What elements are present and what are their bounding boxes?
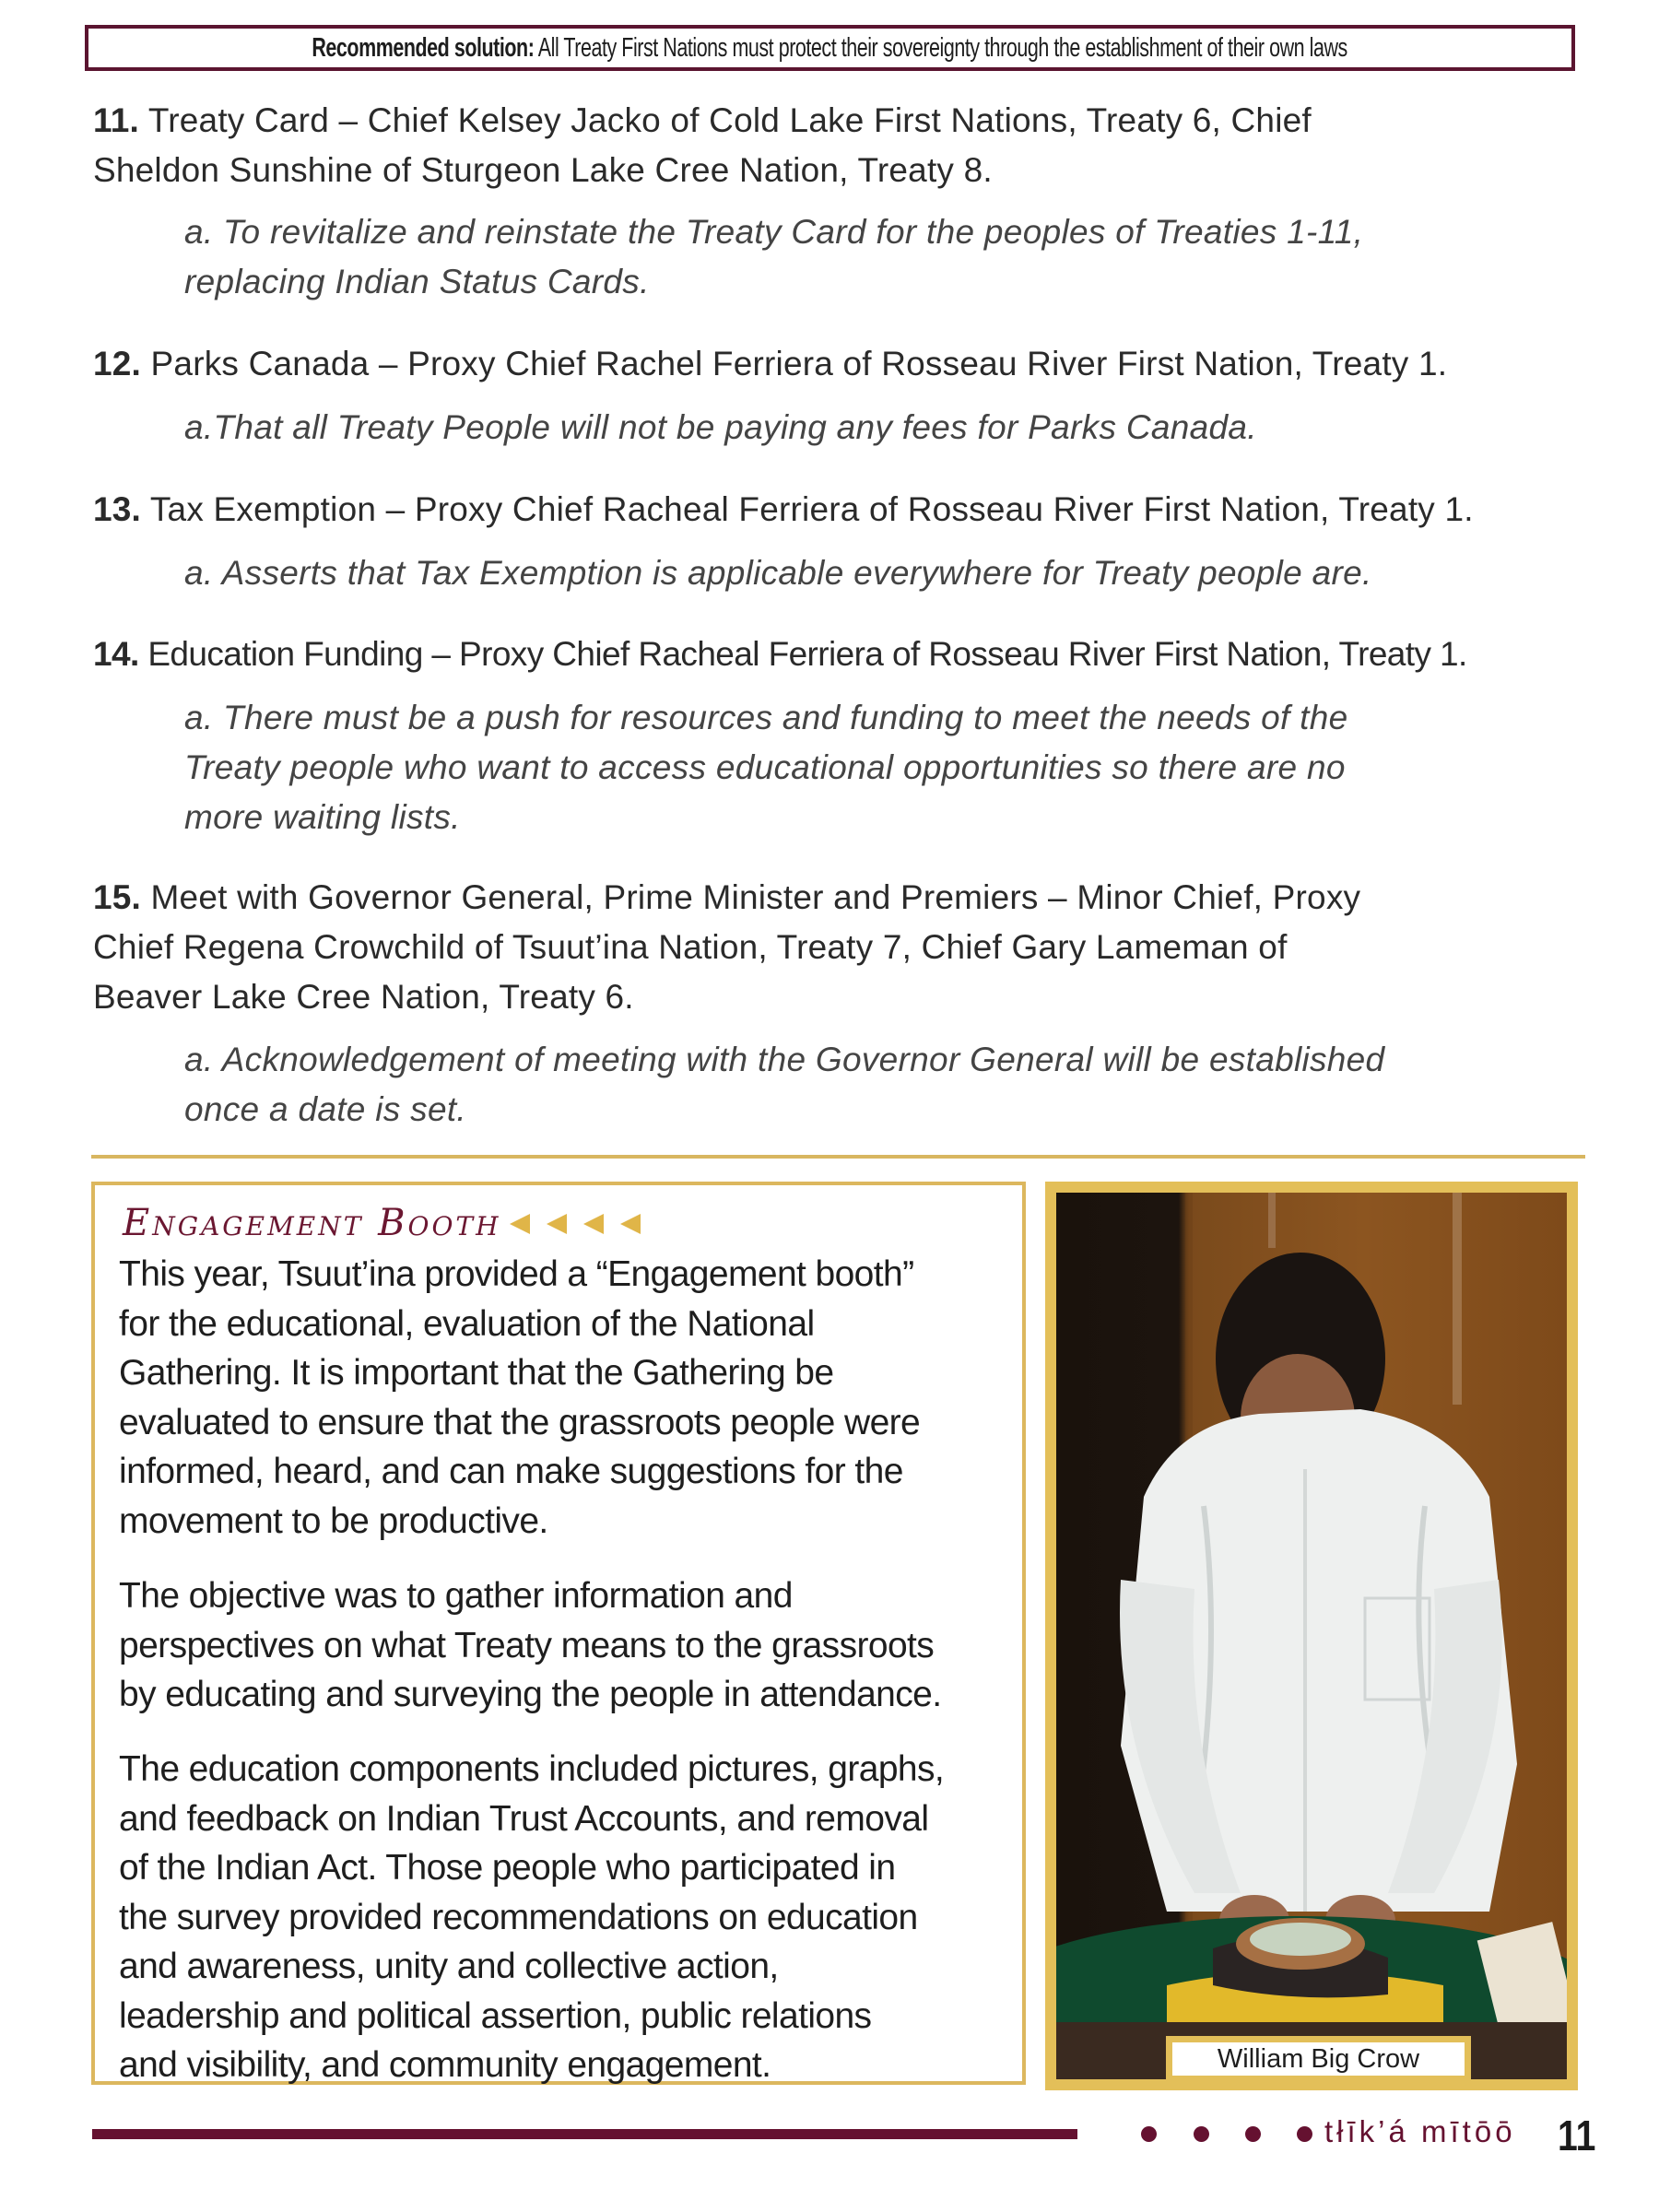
engagement-paragraph-3 <box>119 1745 1004 2090</box>
title-arrows <box>510 1214 641 1234</box>
item-text: Beaver Lake Cree Nation, Treaty 6. <box>93 978 634 1016</box>
sub-item-text: a. Acknowledgement of meeting with the Governor General will be established <box>184 1041 1385 1078</box>
engagement-booth-box <box>91 1182 1026 2085</box>
item-text: Sheldon Sunshine of Sturgeon Lake Cree Nation, Treaty 8. <box>93 151 993 189</box>
sub-item-text: more waiting lists. <box>184 798 461 836</box>
recommended-solution-text <box>312 33 1347 64</box>
left-triangle-icon <box>510 1214 530 1234</box>
item-text: Education Funding – Proxy Chief Racheal Ferriera of Rosseau River First Nation, Treaty 1. <box>147 635 1467 673</box>
sub-item-12a <box>184 403 1567 453</box>
paragraph-line: for the educational, evaluation of the National <box>119 1303 815 1344</box>
item-number: 15. <box>93 878 142 916</box>
left-triangle-icon <box>620 1214 641 1234</box>
sub-item-text: Treaty people who want to access educational opportunities so there are no <box>184 748 1346 786</box>
paragraph-line: Gathering. It is important that the Gathering be <box>119 1353 834 1393</box>
sub-item-text: replacing Indian Status Cards. <box>184 263 650 300</box>
paragraph-line: leadership and political assertion, public relations <box>119 1995 872 2036</box>
paragraph-line: The education components included pictures, graphs, <box>119 1749 945 1789</box>
left-triangle-icon <box>547 1214 567 1234</box>
paragraph-line: of the Indian Act. Those people who participated in <box>119 1848 896 1888</box>
list-item-12 <box>93 339 1586 389</box>
recommended-solution-label: Recommended solution: <box>312 32 535 63</box>
item-text: Meet with Governor General, Prime Minister and Premiers – Minor Chief, Proxy <box>150 878 1361 916</box>
footer-dot-icon <box>1194 2126 1209 2142</box>
engagement-paragraph-2 <box>119 1571 1004 1720</box>
list-item-15 <box>93 873 1586 1022</box>
paragraph-line: evaluated to ensure that the grassroots people were <box>119 1402 921 1442</box>
sub-item-14a <box>184 693 1567 842</box>
paragraph-line: and awareness, unity and collective action, <box>119 1947 779 1986</box>
footer-dot-icon <box>1297 2126 1312 2142</box>
sub-item-text: a. There must be a push for resources and funding to meet the needs of the <box>184 699 1348 736</box>
item-number: 11. <box>93 101 139 139</box>
sub-item-11a <box>184 207 1567 307</box>
paragraph-line: movement to be productive. <box>119 1500 548 1541</box>
sub-item-13a <box>184 548 1567 598</box>
left-triangle-icon <box>583 1214 604 1234</box>
paragraph-line: This year, Tsuut’ina provided a “Engagement booth” <box>119 1254 914 1294</box>
sub-item-15a <box>184 1035 1567 1135</box>
sub-item-text: once a date is set. <box>184 1090 466 1128</box>
paragraph-line: perspectives on what Treaty means to the grassroots <box>119 1625 935 1665</box>
photo-caption: William Big Crow <box>1166 2036 1471 2079</box>
engagement-booth-title: Engagement Booth <box>123 1202 501 1244</box>
photo-illustration <box>1056 1193 1567 2079</box>
list-item-13 <box>93 485 1586 535</box>
list-item-14 <box>93 629 1586 679</box>
engagement-paragraph-1 <box>119 1250 1004 1546</box>
recommended-solution-box <box>85 25 1575 71</box>
list-item-11 <box>93 96 1586 195</box>
item-text: Chief Regena Crowchild of Tsuut’ina Nation, Treaty 7, Chief Gary Lameman of <box>93 928 1288 966</box>
footer-dot-icon <box>1141 2126 1157 2142</box>
paragraph-line: The objective was to gather information and <box>119 1576 793 1616</box>
photo-william-big-crow <box>1056 1193 1567 2079</box>
paragraph-line: informed, heard, and can make suggestions for the <box>119 1452 903 1491</box>
item-number: 12. <box>93 345 142 382</box>
paragraph-line: by educating and surveying the people in attendance. <box>119 1675 942 1714</box>
paragraph-line: and visibility, and community engagement. <box>119 2045 771 2085</box>
paragraph-line: and feedback on Indian Trust Accounts, and removal <box>119 1798 929 1839</box>
sub-item-text: a.That all Treaty People will not be paying any fees for Parks Canada. <box>184 408 1257 446</box>
recommended-solution-body: All Treaty First Nations must protect their sovereignty through the establishment of their own laws <box>538 32 1348 63</box>
item-text: Treaty Card – Chief Kelsey Jacko of Cold Lake First Nations, Treaty 6, Chief <box>147 101 1312 139</box>
item-line <box>93 96 1586 146</box>
footer-brand: tłīk’á mītōō <box>1324 2114 1516 2148</box>
section-divider <box>91 1155 1585 1159</box>
sub-item-text: a. Asserts that Tax Exemption is applicable everywhere for Treaty people are. <box>184 554 1372 592</box>
item-number: 13. <box>93 490 142 528</box>
paragraph-line: the survey provided recommendations on education <box>119 1897 918 1937</box>
item-text: Parks Canada – Proxy Chief Rachel Ferriera of Rosseau River First Nation, Treaty 1. <box>150 345 1448 382</box>
photo-frame <box>1045 1182 1578 2090</box>
item-text: Tax Exemption – Proxy Chief Racheal Ferriera of Rosseau River First Nation, Treaty 1. <box>149 490 1474 528</box>
footer-bar <box>92 2129 1077 2139</box>
page-number: 11 <box>1558 2112 1596 2159</box>
footer-dot-icon <box>1245 2126 1261 2142</box>
item-number: 14. <box>93 635 139 673</box>
sub-item-text: a. To revitalize and reinstate the Treaty Card for the peoples of Treaties 1-11, <box>184 213 1364 251</box>
